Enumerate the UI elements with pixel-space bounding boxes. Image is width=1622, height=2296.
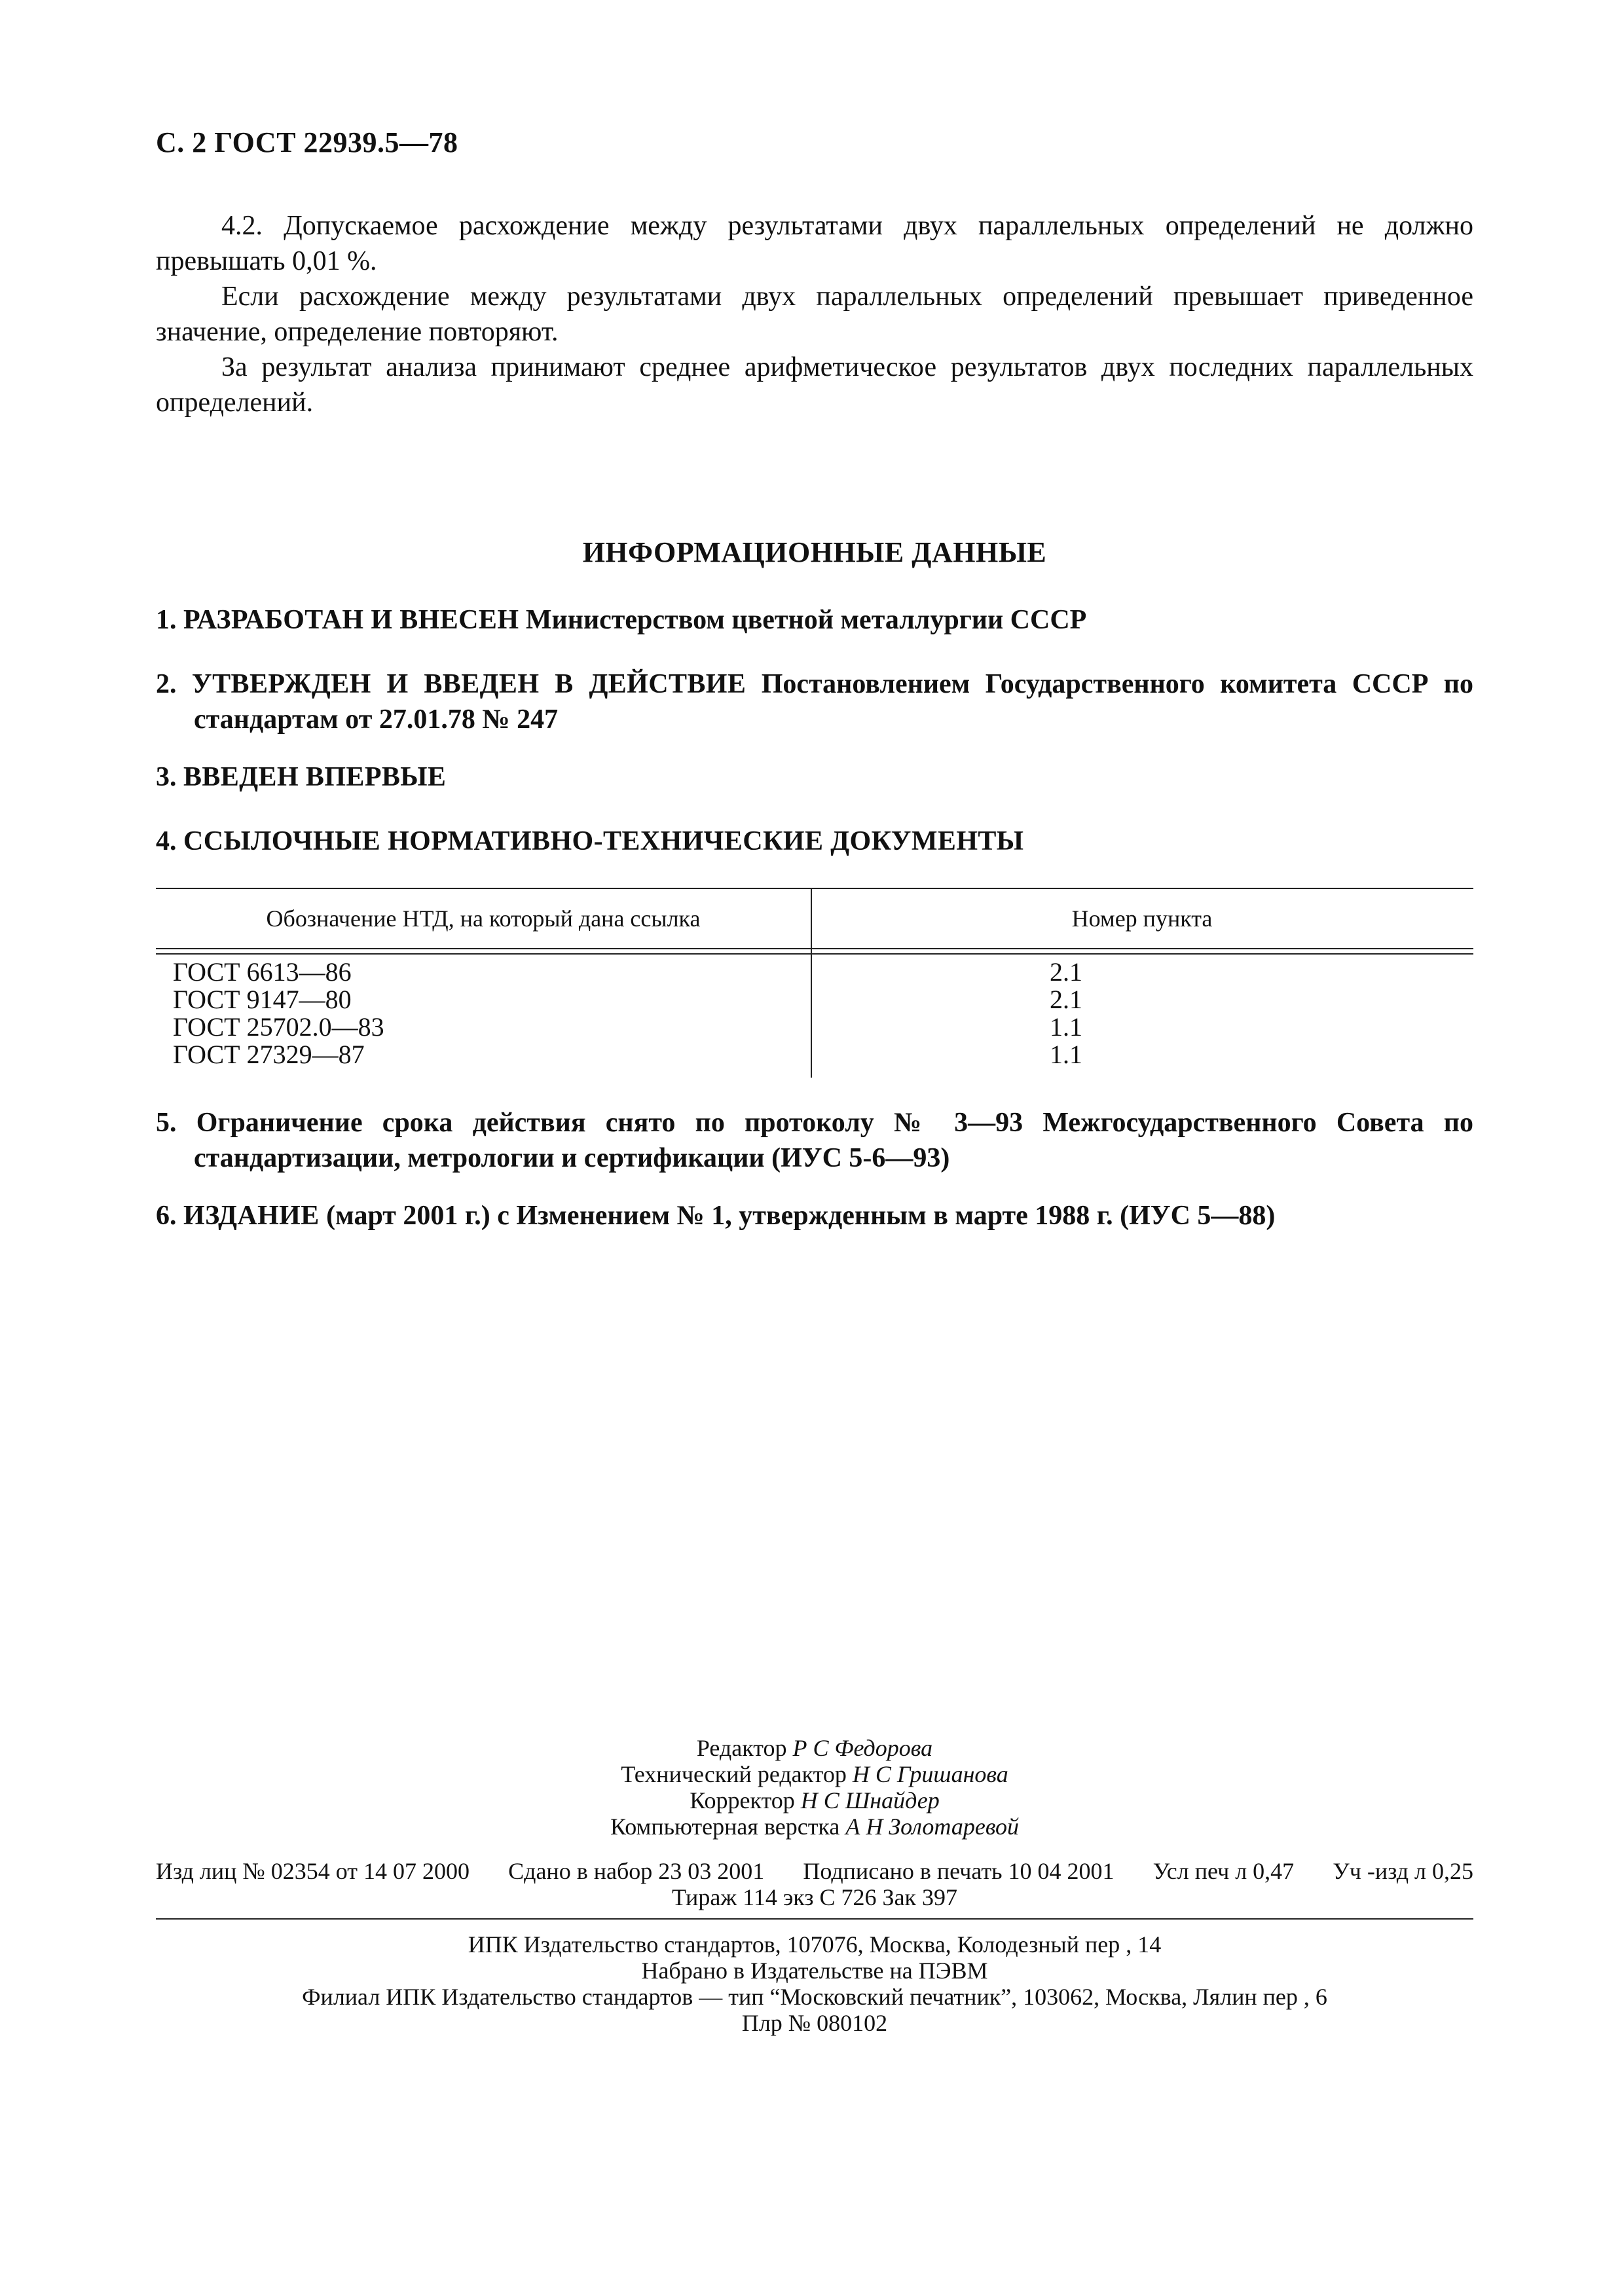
item-text: Министерством цветной металлургии СССР: [519, 605, 1087, 635]
item-number: 4.: [156, 826, 177, 856]
paragraph-result: За результат анализа принимают среднее арифметическое результатов двух последних параллельных определений.: [156, 352, 1473, 418]
item-number: 3.: [156, 762, 177, 792]
publication-info: [156, 1858, 1473, 1910]
info-item-1: [156, 602, 1473, 638]
item-caps: ВВЕДЕН ВПЕРВЫЕ: [183, 762, 447, 792]
printer-line: Филиал ИПК Издательство стандартов — тип “Московский печатник”, 103062, Москва, Лялин пер , 6: [302, 1984, 1327, 2010]
typeset-date: Сдано в набор 23 03 2001: [508, 1858, 765, 1884]
credit-editor: [156, 1735, 1473, 1761]
table-clause-column: [811, 958, 1321, 1068]
item-number: 2.: [156, 669, 177, 699]
print-run: Тираж 114 экз С 726 Зак 397: [671, 1884, 958, 1910]
table-cell-document: ГОСТ 6613—86: [173, 957, 352, 987]
info-section-title: ИНФОРМАЦИОННЫЕ ДАННЫЕ: [582, 536, 1047, 568]
credit-name: Р С Федорова: [792, 1735, 933, 1761]
credit-role: Корректор: [690, 1787, 795, 1813]
table-cell-document: ГОСТ 25702.0—83: [173, 1012, 384, 1042]
footer-divider: [156, 1918, 1473, 1920]
print-sheets: Усл печ л 0,47: [1152, 1858, 1295, 1884]
credit-layout: [156, 1813, 1473, 1840]
print-date: Подписано в печать 10 04 2001: [803, 1858, 1115, 1884]
table-cell-clause: 2.1: [1050, 985, 1082, 1014]
item-caps: ССЫЛОЧНЫЕ НОРМАТИВНО-ТЕХНИЧЕСКИЕ ДОКУМЕНТЫ: [183, 826, 1024, 856]
info-item-3: [156, 759, 1473, 795]
credit-name: А Н Золотаревой: [845, 1813, 1019, 1840]
item-caps: РАЗРАБОТАН И ВНЕСЕН: [183, 605, 519, 635]
item-number: 5.: [156, 1108, 177, 1138]
info-item-2: [156, 666, 1473, 737]
printer-line: ИПК Издательство стандартов, 107076, Москва, Колодезный пер , 14: [468, 1931, 1162, 1958]
table-cell-document: ГОСТ 9147—80: [173, 985, 352, 1014]
table-cell-document: ГОСТ 27329—87: [173, 1040, 365, 1069]
table-header-rule: [156, 948, 1473, 949]
item-text: Ограничение срока действия снято по протоколу № 3—93 Межгосударственного Совета по стандартизации, метрологии и сертификации (ИУС 5-6—93): [194, 1108, 1473, 1173]
credit-proofreader: [156, 1787, 1473, 1813]
publication-line-1: [156, 1858, 1473, 1884]
printer-line: Набрано в Издательстве на ПЭВМ: [641, 1958, 988, 1984]
item-text: Постановлением Государственного комитета СССР по стандартам от 27.01.78 № 247: [194, 669, 1473, 735]
table-header-clause: Номер пункта: [1071, 905, 1213, 932]
item-number: 6.: [156, 1201, 177, 1231]
printer-info: [156, 1931, 1473, 2036]
credit-name: Н С Шнайдер: [800, 1787, 940, 1813]
table-document-column: [173, 958, 384, 1068]
credit-role: Компьютерная верстка: [610, 1813, 840, 1840]
info-item-4: [156, 824, 1473, 859]
page-header: С. 2 ГОСТ 22939.5—78: [156, 126, 458, 158]
credit-role: Технический редактор: [621, 1761, 847, 1787]
item-text: (март 2001 г.) с Изменением № 1, утвержденным в марте 1988 г. (ИУС 5—88): [319, 1201, 1276, 1231]
table-header-document: Обозначение НТД, на который дана ссылка: [266, 905, 701, 932]
table-cell-clause: 1.1: [1050, 1012, 1082, 1042]
table-top-rule: [156, 888, 1473, 889]
credit-name: Н С Гришанова: [852, 1761, 1008, 1787]
table-cell-clause: 1.1: [1050, 1040, 1082, 1069]
paragraph-repeat: Если расхождение между результатами двух параллельных определений превышает приведенное значение, определение повторяют.: [156, 282, 1473, 347]
publisher-sheets: Уч -изд л 0,25: [1333, 1858, 1473, 1884]
credit-role: Редактор: [696, 1735, 787, 1761]
info-item-5: [156, 1105, 1473, 1176]
info-item-6: [156, 1198, 1473, 1233]
printer-line: Плр № 080102: [741, 2010, 888, 2036]
table-header-rule-double: [156, 953, 1473, 955]
item-caps: УТВЕРЖДЕН И ВВЕДЕН В ДЕЙСТВИЕ: [191, 669, 746, 699]
editorial-credits: [156, 1735, 1473, 1840]
table-cell-clause: 2.1: [1050, 957, 1082, 987]
item-caps: ИЗДАНИЕ: [183, 1201, 320, 1231]
credit-tech-editor: [156, 1761, 1473, 1787]
item-number: 1.: [156, 605, 177, 635]
paragraph-4-2: 4.2. Допускаемое расхождение между результатами двух параллельных определений не должно превышать 0,01 %.: [156, 211, 1473, 276]
license-number: Изд лиц № 02354 от 14 07 2000: [156, 1858, 470, 1884]
